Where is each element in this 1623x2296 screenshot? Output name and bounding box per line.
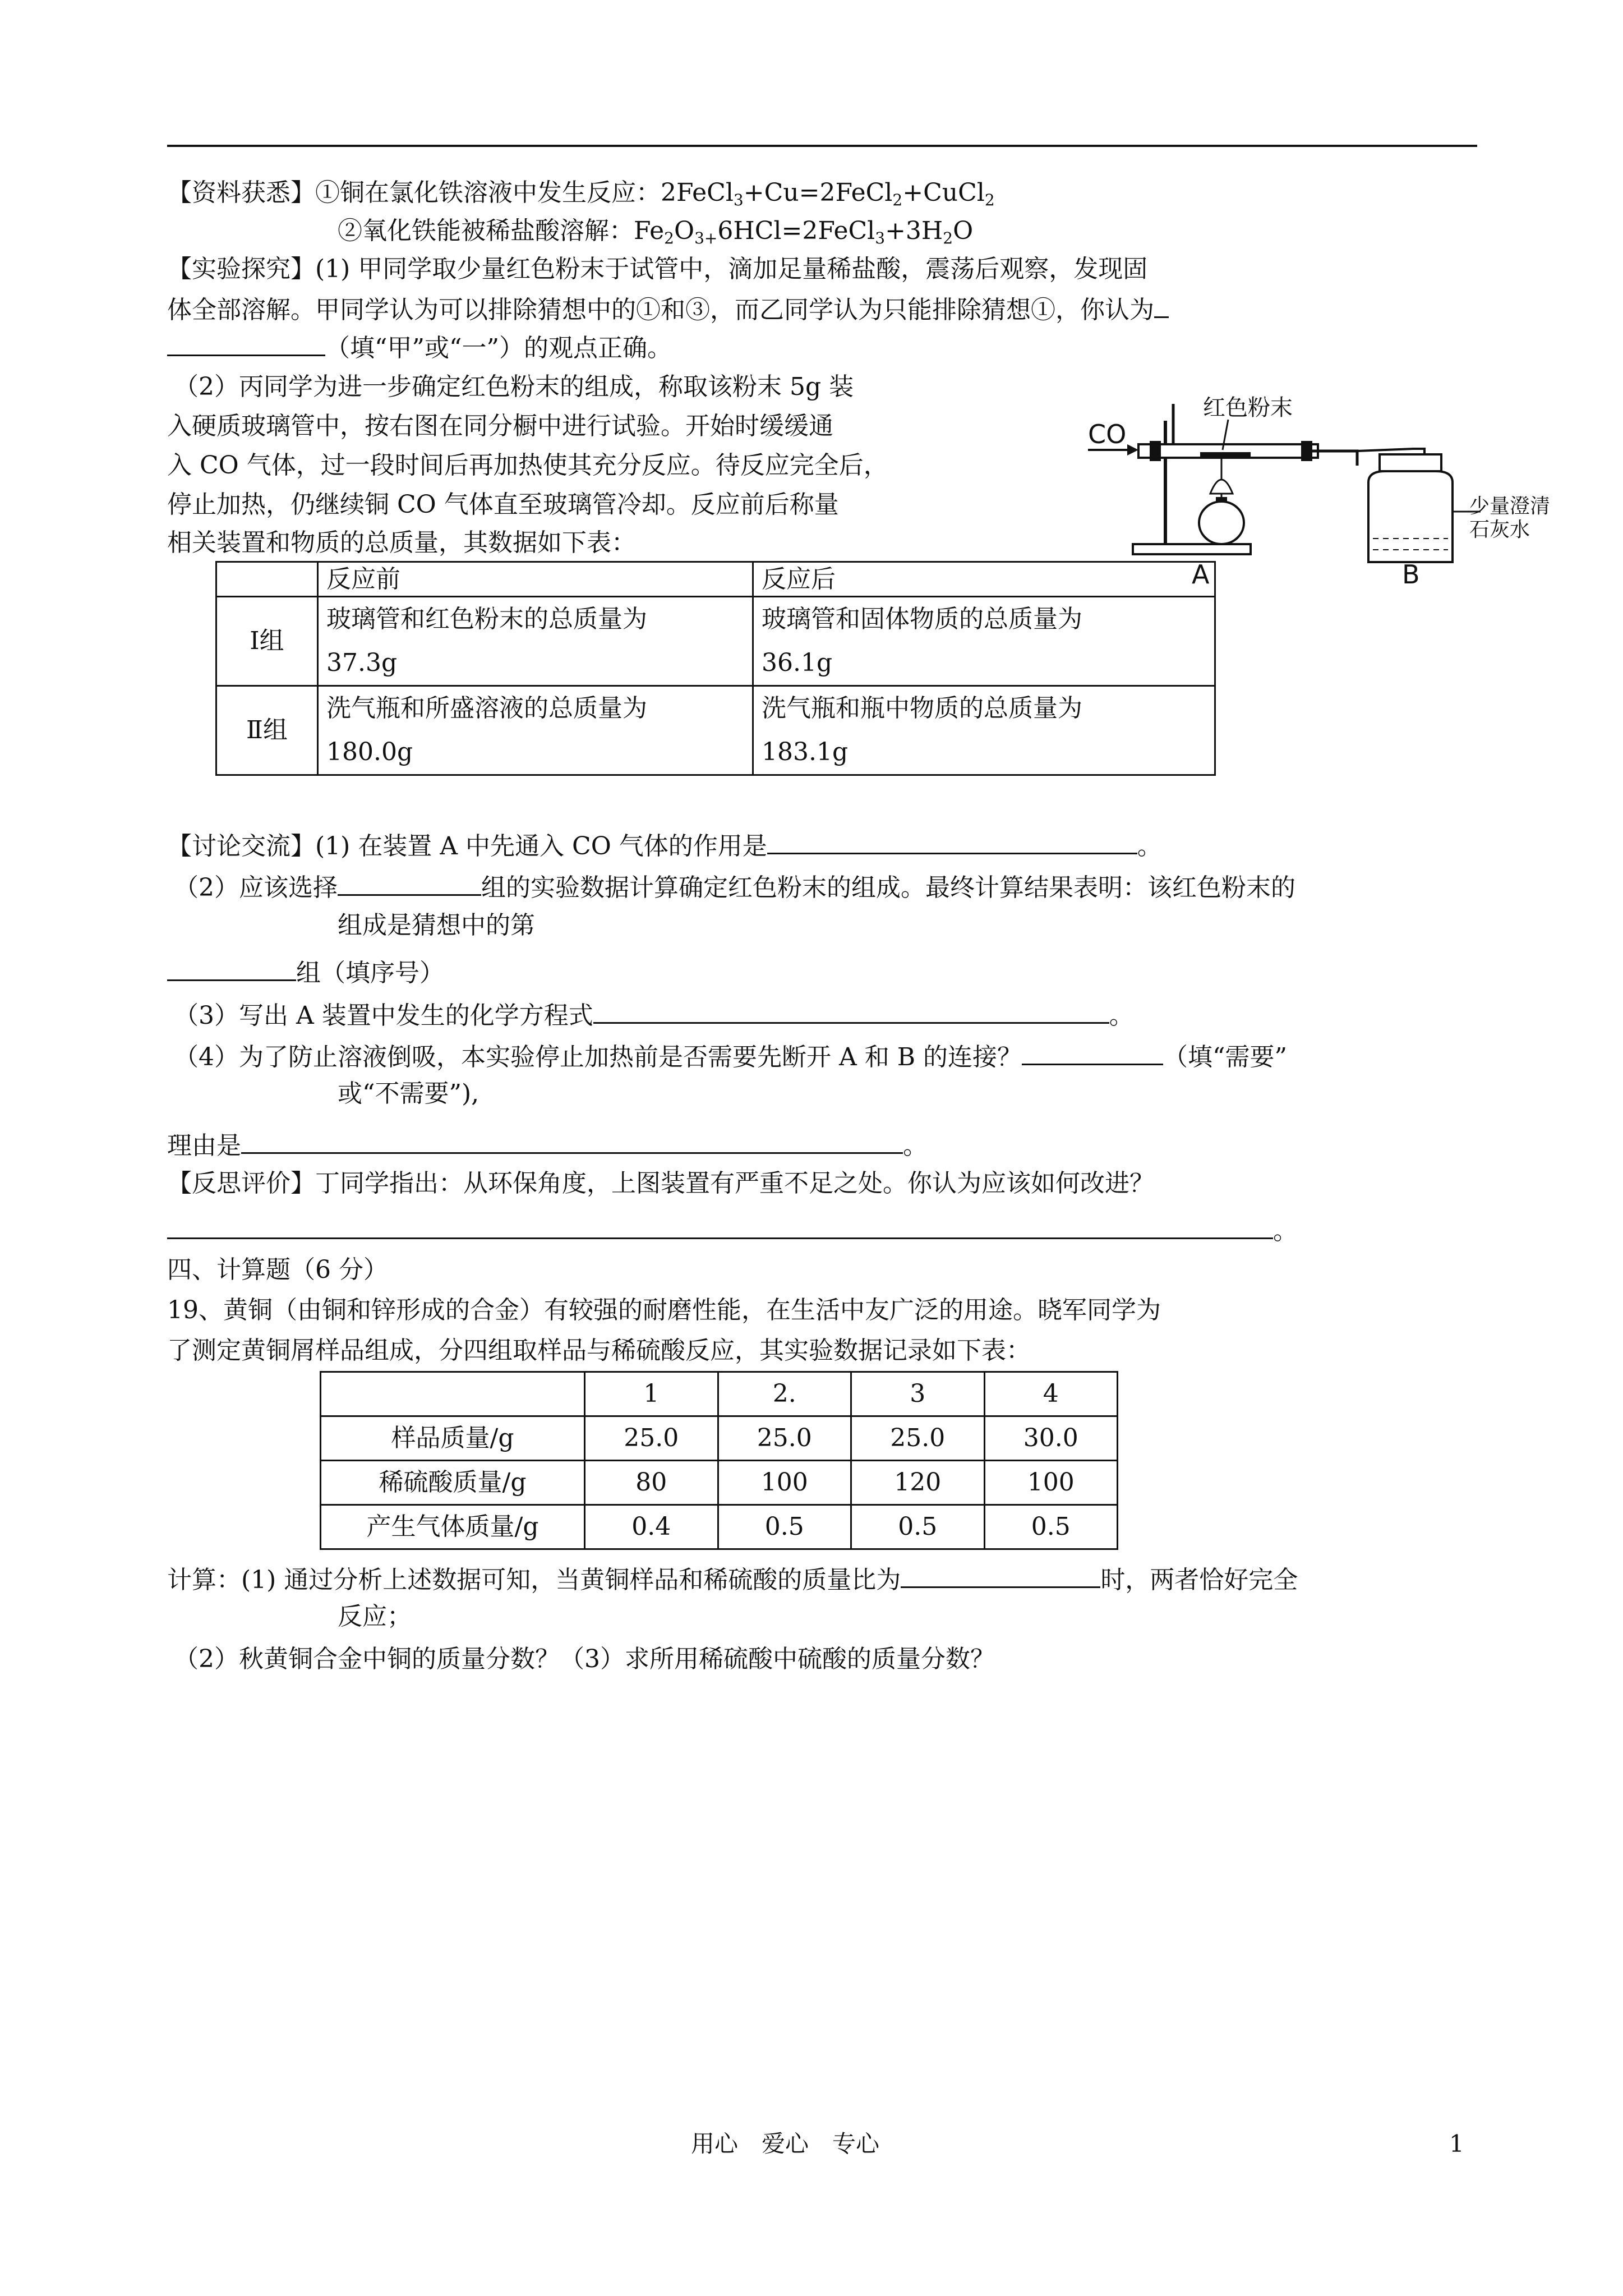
value-cell: 100 [718,1461,851,1505]
answer-blank-reflect[interactable] [167,1212,1273,1239]
q19-line-2: 了测定黄铜屑样品组成，分四组取样品与稀硫酸反应，其实验数据记录如下表： [167,1336,1031,1365]
value-cell: 0.4 [585,1505,718,1549]
group-cell: Ⅱ组 [216,686,318,775]
info-label: 【资料获悉】 [167,178,315,207]
value-cell: 0.5 [851,1505,985,1549]
explore-q2-line-3: 入 CO 气体，过一段时间后再加热使其充分反应。待反应完全后， [167,451,888,480]
table-row [321,1505,1118,1549]
gas-washing-bottle [1368,471,1453,562]
after-cell: 洗气瓶和瓶中物质的总质量为 183.1g [753,686,1215,775]
co-arrow-head [1127,444,1138,455]
footer-motto: 用心 爱心 专心 [691,2130,880,2157]
explore-q2-line-1: （2）丙同学为进一步确定红色粉末的组成，称取该粉末 5g 装 [174,372,854,401]
table-row [216,597,1215,686]
before-cell: 玻璃管和红色粉末的总质量为 37.3g [318,597,753,686]
discuss-line-1: 【讨论交流】(1) 在装置 A 中先通入 CO 气体的作用是 。 [167,827,1162,861]
table-row [321,1461,1118,1505]
table-header-cell [321,1372,585,1416]
discuss-line-8: 理由是 。 [167,1126,928,1160]
info-line-1: 【资料获悉】①铜在氯化铁溶液中发生反应：2FeCl$_3$+Cu=2FeCl$_2$+CuCl$_2$ [167,178,995,209]
table-row [216,686,1215,775]
table-header-cell [216,562,318,597]
group-cell: Ⅰ组 [216,597,318,686]
page-number: 1 [1449,2130,1464,2157]
answer-blank-discuss-5[interactable] [1022,1038,1163,1065]
tube-stopper-right [1301,441,1312,461]
discuss-label: 【讨论交流】 [167,832,315,861]
explore-label: 【实验探究】 [167,255,315,283]
answer-blank-inline[interactable] [1154,291,1169,318]
answer-blank-q1[interactable] [167,329,325,356]
reflect-line-1: 【反思评价】丁同学指出：从环保角度，上图装置有严重不足之处。你认为应该如何改进？ [167,1169,1154,1198]
red-powder [1200,452,1251,458]
calc-line-2: 反应； [338,1602,412,1631]
table-header-row [321,1372,1118,1416]
value-cell: 0.5 [984,1505,1118,1549]
table-header-cell: 2. [718,1372,851,1416]
tube-stopper-left [1150,441,1161,461]
label-b: B [1402,559,1420,590]
header-rule [167,145,1477,147]
reaction-mass-table [215,561,1216,776]
value-cell: 0.5 [718,1505,851,1549]
q19-line-1: 19、黄铜（由铜和锌形成的合金）有较强的耐磨性能，在生活中友广泛的用途。晓军同学为 [167,1296,1161,1324]
section4-title: 四、计算题（6 分） [167,1255,388,1284]
table-header-cell: 4 [984,1372,1118,1416]
reflect-label: 【反思评价】 [167,1169,315,1198]
answer-blank-discuss-3[interactable] [167,954,296,981]
alcohol-lamp [1199,501,1244,544]
answer-blank-calc[interactable] [901,1561,1100,1588]
value-cell: 25.0 [585,1416,718,1461]
value-cell: 30.0 [984,1416,1118,1461]
co-label: CO [1088,419,1127,449]
row-label-cell: 稀硫酸质量/g [321,1461,585,1505]
table-header-row [216,562,1215,597]
explore-q2-line-5: 相关装置和物质的总质量，其数据如下表： [167,528,636,557]
calc-line-1: 计算：(1) 通过分析上述数据可知，当黄铜样品和稀硫酸的质量比为 时，两者恰好完全 [167,1561,1298,1594]
after-cell: 玻璃管和固体物质的总质量为 36.1g [753,597,1215,686]
table-row [321,1416,1118,1461]
apparatus-diagram [1066,381,1551,590]
brass-data-table [320,1371,1118,1550]
limewater-label-1: 少量澄清 [1469,495,1551,518]
answer-blank-discuss-1[interactable] [767,827,1137,854]
table-header-cell: 1 [585,1372,718,1416]
table-header-cell: 反应前 [318,562,753,597]
answer-blank-discuss-4[interactable] [593,996,1109,1024]
answer-blank-discuss-6[interactable] [241,1126,903,1154]
table-header-cell: 反应后 [753,562,1215,597]
discuss-line-7: 或“不需要”), [338,1079,479,1108]
label-a: A [1192,559,1210,590]
discuss-line-4: 组（填序号） [167,954,444,987]
discuss-line-6: （4）为了防止溶液倒吸，本实验停止加热前是否需要先断开 A 和 B 的连接？ （填“需要” [174,1038,1287,1071]
value-cell: 120 [851,1461,985,1505]
value-cell: 80 [585,1461,718,1505]
table-header-cell: 3 [851,1372,985,1416]
explore-line-3: （填“甲”或“一”）的观点正确。 [167,329,672,362]
explore-q2-line-2: 入硬质玻璃管中，按右图在同分橱中进行试验。开始时缓缓通 [167,412,833,440]
value-cell: 100 [984,1461,1118,1505]
discuss-line-3: 组成是猜想中的第 [338,911,535,940]
bottle-stopper [1380,454,1441,471]
value-cell: 25.0 [718,1416,851,1461]
stand-base [1133,544,1251,554]
reflect-line-2: 。 [167,1212,1298,1245]
calc-line-3: （2）秋黄铜合金中铜的质量分数？（3）求所用稀硫酸中硫酸的质量分数？ [174,1645,995,1673]
explore-q2-line-4: 停止加热，仍继续铜 CO 气体直至玻璃管冷却。反应前后称量 [167,490,839,519]
info-line-2: ②氧化铁能被稀盐酸溶解：$Fe_2O_{3+}6HCl=2FeCl_3+3H_2O$ [338,217,974,247]
discuss-line-2: （2）应该选择 组的实验数据计算确定红色粉末的组成。最终计算结果表明：该红色粉末的 [174,868,1295,902]
before-cell: 洗气瓶和所盛溶液的总质量为 180.0g [318,686,753,775]
powder-label: 红色粉末 [1203,395,1293,421]
row-label-cell: 产生气体质量/g [321,1505,585,1549]
flame [1210,480,1233,494]
limewater-label-2: 石灰水 [1469,518,1530,541]
discuss-line-5: （3）写出 A 装置中发生的化学方程式 。 [174,996,1134,1030]
value-cell: 25.0 [851,1416,985,1461]
explore-line-2: 体全部溶解。甲同学认为可以排除猜想中的①和③，而乙同学认为只能排除猜想①，你认为 [167,291,1169,324]
answer-blank-discuss-2[interactable] [338,868,481,896]
explore-line-1: 【实验探究】(1) 甲同学取少量红色粉末于试管中，滴加足量稀盐酸，震荡后观察，发现固 [167,255,1148,283]
row-label-cell: 样品质量/g [321,1416,585,1461]
